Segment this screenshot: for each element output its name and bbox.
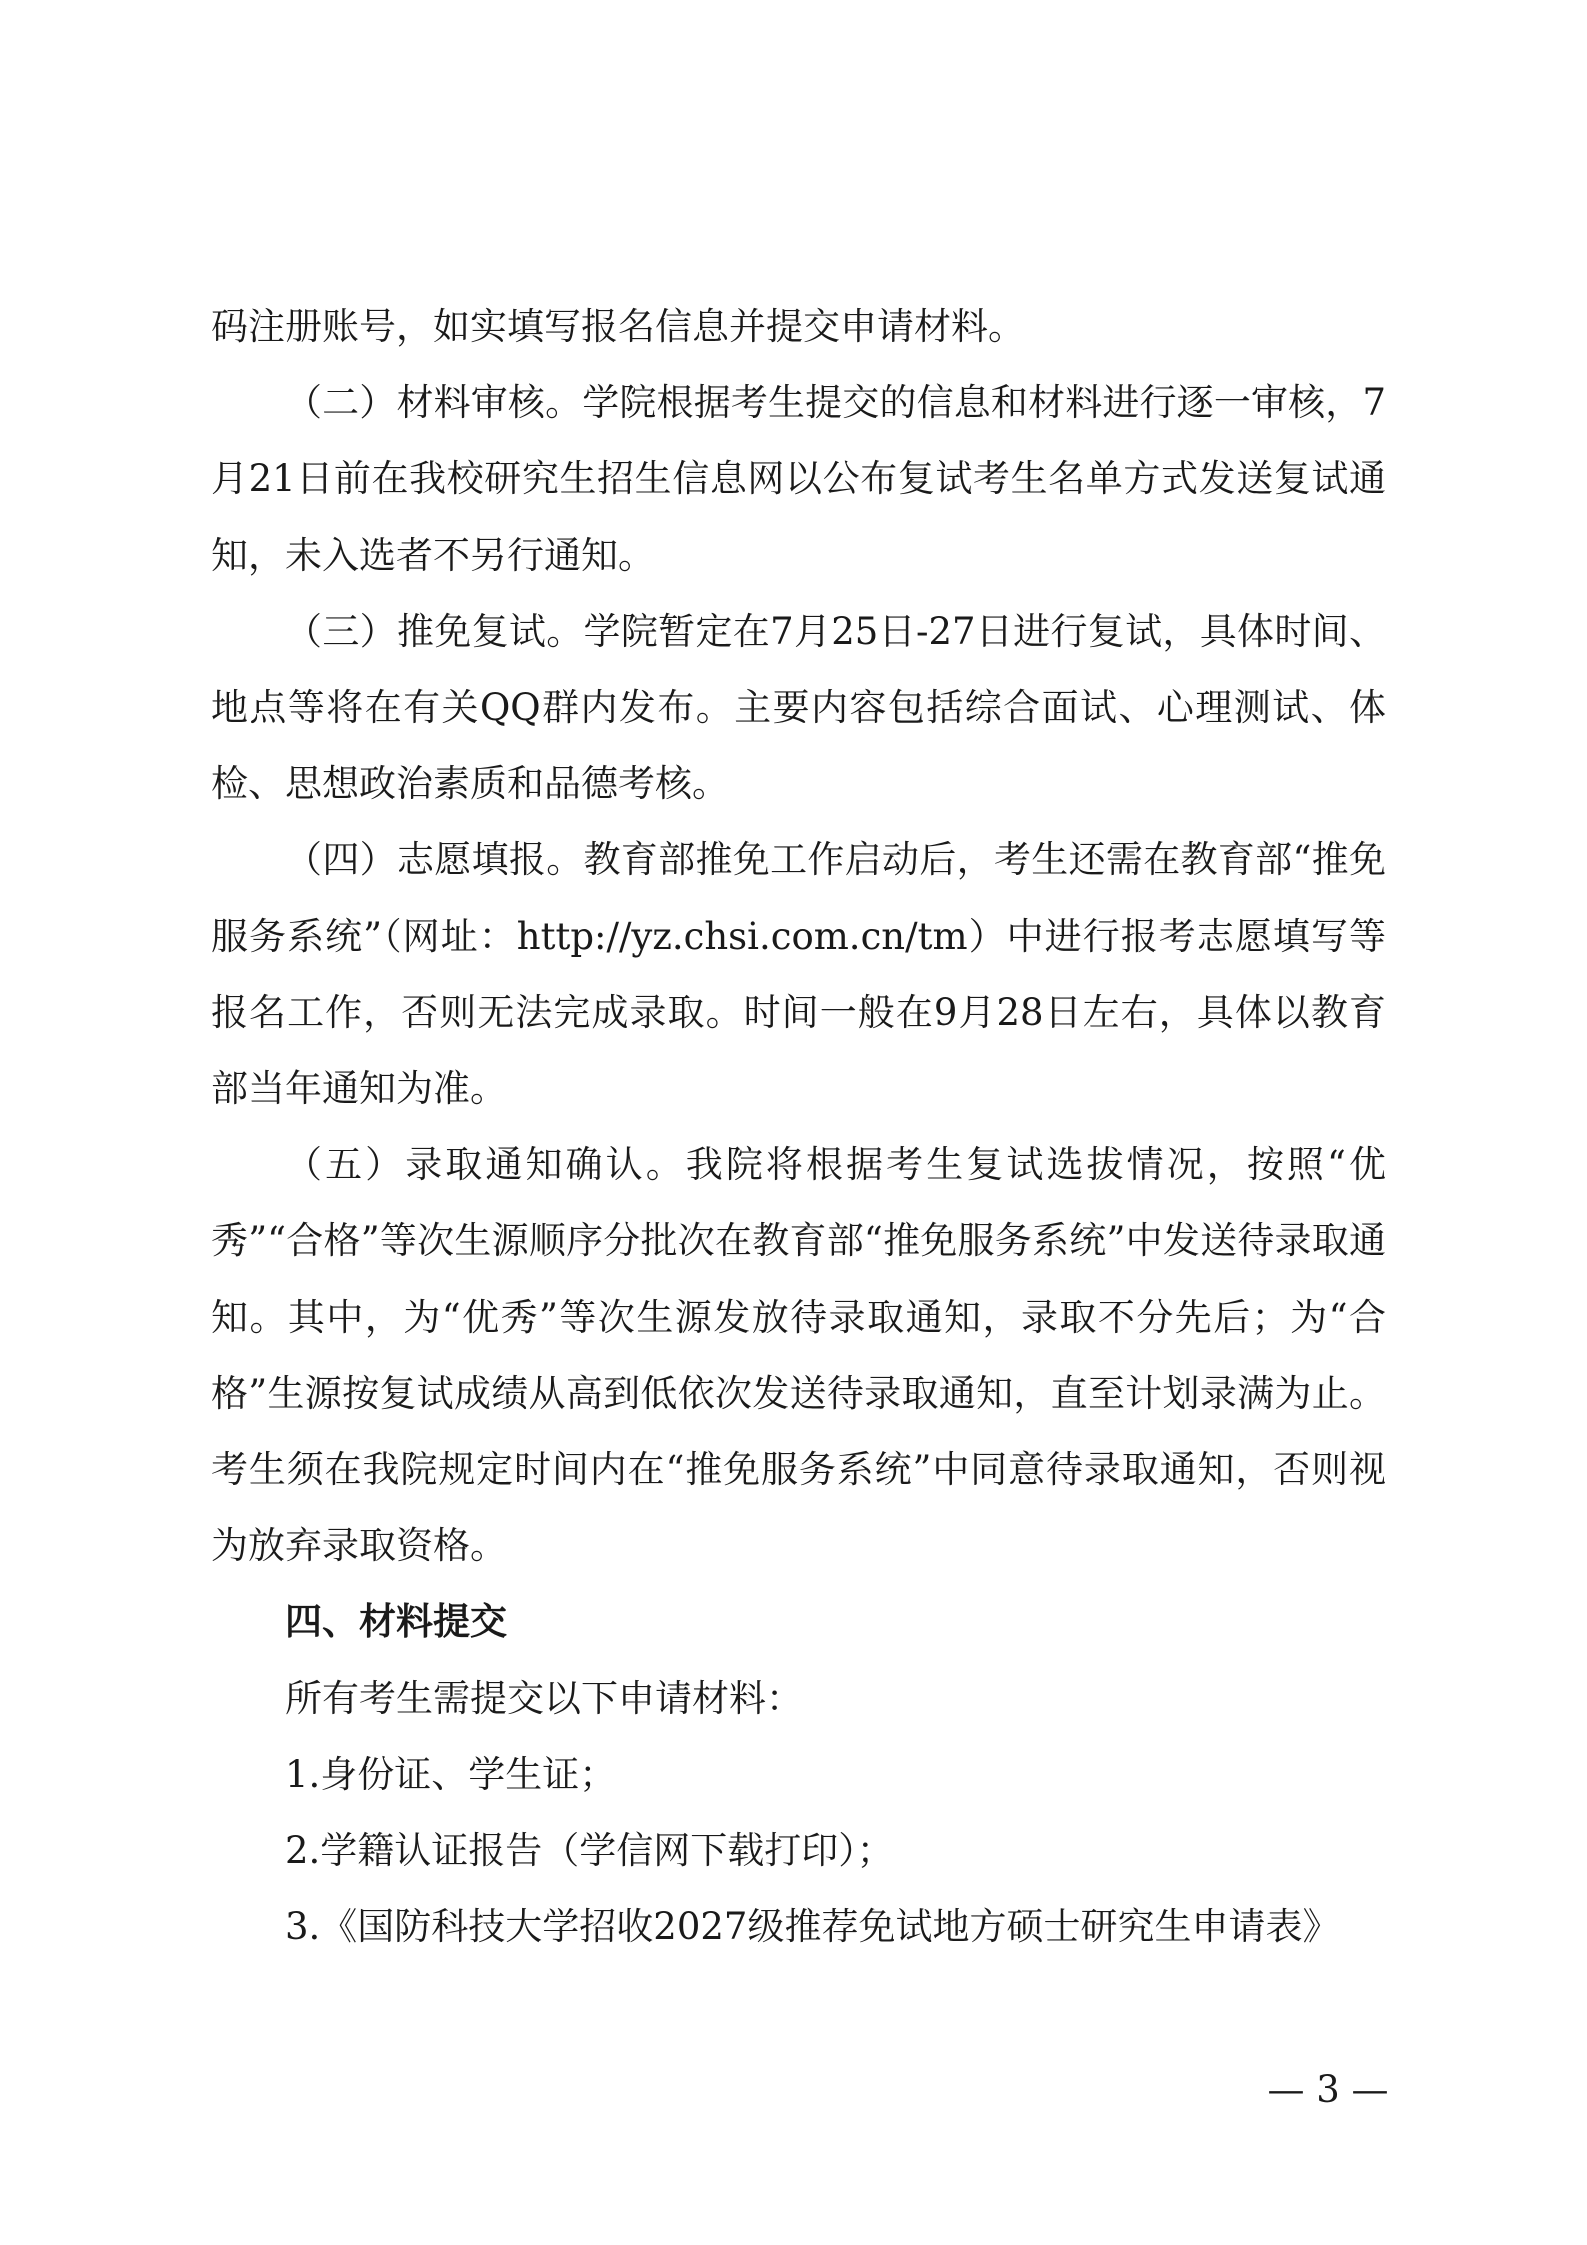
document-body xyxy=(211,289,1386,1965)
materials-list-item: 2.学籍认证报告（学信网下载打印）； xyxy=(285,1829,894,1873)
materials-list-item: 1.身份证、学生证； xyxy=(285,1752,617,1796)
paragraph-admission-confirmation: （五）录取通知确认。我院将根据考生复试选拔情况，按照“优秀”“合格”等次生源顺序分批次在教育部“推免服务系统”中发送待录取通知。其中，为“优秀”等次生源发放待录取通知，录取不分先后；为“合格”生源按复试成绩从高到低依次发送待录取通知，直至计划录满为止。考生须在我院规定时间内在“推免服务系统”中同意待录取通知，否则视为放弃录取资格。 xyxy=(211,1143,1386,1568)
paragraph-application-filling: （四）志愿填报。教育部推免工作启动后，考生还需在教育部“推免服务系统”（网址：http://yz.chsi.com.cn/tm）中进行报考志愿填写等报名工作，否则无法完成录取。时间一般在9月28日左右，具体以教育部当年通知为准。 xyxy=(211,838,1386,1111)
materials-list-item: 3.《国防科技大学招收2027级推荐免试地方硕士研究生申请表》 xyxy=(285,1905,1340,1949)
section-heading-materials: 四、材料提交 xyxy=(285,1600,507,1644)
materials-intro: 所有考生需提交以下申请材料： xyxy=(285,1676,803,1720)
paragraph-registration-continued: 码注册账号，如实填写报名信息并提交申请材料。 xyxy=(211,305,1025,348)
paragraph-material-review: （二）材料审核。学院根据考生提交的信息和材料进行逐一审核，7月21日前在我校研究生招生信息网以公布复试考生名单方式发送复试通知，未入选者不另行通知。 xyxy=(211,381,1386,577)
paragraph-reexam: （三）推免复试。学院暂定在7月25日-27日进行复试，具体时间、地点等将在有关QQ群内发布。主要内容包括综合面试、心理测试、体检、思想政治素质和品德考核。 xyxy=(211,609,1386,806)
page-number: — 3 — xyxy=(1267,2068,1389,2111)
